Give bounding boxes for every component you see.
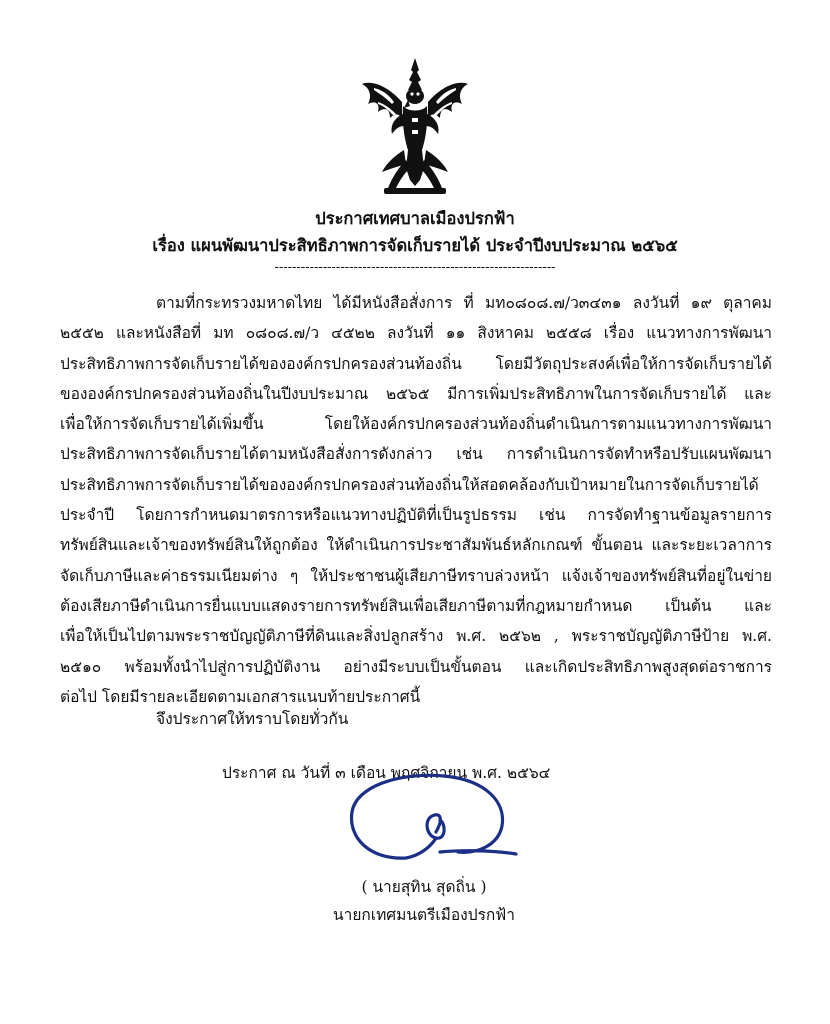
closing-statement: จึงประกาศให้ทราบโดยทั่วกัน	[156, 710, 349, 728]
signer-title: นายกเทศมนตรีเมืองปรกฟ้า	[333, 906, 515, 924]
body-line: ประสิทธิภาพการจัดเก็บรายได้ขององค์กรปกครองส่วนท้องถิ่น โดยมีวัตถุประสงค์เพื่อให้การจัดเก็บรายได้	[60, 354, 772, 373]
body-line: เพื่อให้การจัดเก็บรายได้เพิ่มขึ้น โดยให้องค์กรปกครองส่วนท้องถิ่นดำเนินการตามแนวทางการพัฒนา	[60, 415, 772, 434]
body-line: ๒๕๑๐ พร้อมทั้งนำไปสู่การปฏิบัติงาน อย่างมีระบบเป็นขั้นตอน และเกิดประสิทธิภาพสูงสุดต่อราชการ	[60, 657, 772, 676]
signature-mark	[340, 768, 540, 876]
divider-line: ----------------------------------------------------------------	[274, 260, 556, 275]
body-line: ประจำปี โดยการกำหนดมาตรการหรือแนวทางปฏิบัติที่เป็นรูปธรรม เช่น การจัดทำฐานข้อมูลรายการ	[60, 506, 772, 525]
body-line: ขององค์กรปกครองส่วนท้องถิ่นในปีงบประมาณ ๒๕๖๕ มีการเพิ่มประสิทธิภาพในการจัดเก็บรายได้ และ	[60, 384, 772, 403]
signer-name: ( นายสุทิน สุดถิ่น )	[361, 878, 487, 896]
body-line: จัดเก็บภาษีและค่าธรรมเนียมต่าง ๆ ให้ประชาชนผู้เสียภาษีทราบล่วงหน้า แจ้งเจ้าของทรัพย์สินที่อยู่ในข่าย	[60, 566, 772, 585]
body-line: ประสิทธิภาพการจัดเก็บรายได้ขององค์กรปกครองส่วนท้องถิ่นให้สอดคล้องกับเป้าหมายในการจัดเก็บรายได้	[60, 475, 759, 494]
body-line: เพื่อให้เป็นไปตามพระราชบัญญัติภาษีที่ดินและสิ่งปลูกสร้าง พ.ศ. ๒๕๖๒ , พระราชบัญญัติภาษีป้าย พ.ศ.	[60, 627, 772, 646]
announcement-body	[60, 288, 772, 712]
body-line: ประสิทธิภาพการจัดเก็บรายได้ตามหนังสือสั่งการดังกล่าว เช่น การดำเนินการจัดทำหรือปรับแผนพัฒนา	[60, 445, 772, 464]
body-line: ทรัพย์สินและเจ้าของทรัพย์สินให้ถูกต้อง ให้ดำเนินการประชาสัมพันธ์หลักเกณฑ์ ขั้นตอน และระยะเวลาการ	[60, 536, 772, 555]
body-line: ๒๕๕๒ และหนังสือที่ มท ๐๘๐๘.๗/ว ๔๕๒๒ ลงวันที่ ๑๑ สิงหาคม ๒๕๕๘ เรื่อง แนวทางการพัฒนา	[60, 324, 772, 343]
body-line: ต่อไป โดยมีรายละเอียดตามเอกสารแนบท้ายประกาศนี้	[60, 687, 421, 706]
body-line: ตามที่กระทรวงมหาดไทย ได้มีหนังสือสั่งการ ที่ มท๐๘๐๘.๗/ว๓๔๓๑ ลงวันที่ ๑๙ ตุลาคม	[156, 294, 772, 312]
announcement-date: ประกาศ ณ วันที่ ๓ เดือน พฤศจิกายน พ.ศ. ๒๕๖๔	[222, 764, 551, 782]
announcement-title: ประกาศเทศบาลเมืองปรกฟ้า	[315, 209, 515, 228]
body-line: ต้องเสียภาษีดำเนินการยื่นแบบแสดงรายการทรัพย์สินเพื่อเสียภาษีตามที่กฎหมายกำหนด เป็นต้น และ	[60, 596, 772, 615]
announcement-subject: เรื่อง แผนพัฒนาประสิทธิภาพการจัดเก็บรายได้ ประจำปีงบประมาณ ๒๕๖๕	[152, 236, 678, 255]
garuda-emblem-icon	[358, 56, 472, 196]
